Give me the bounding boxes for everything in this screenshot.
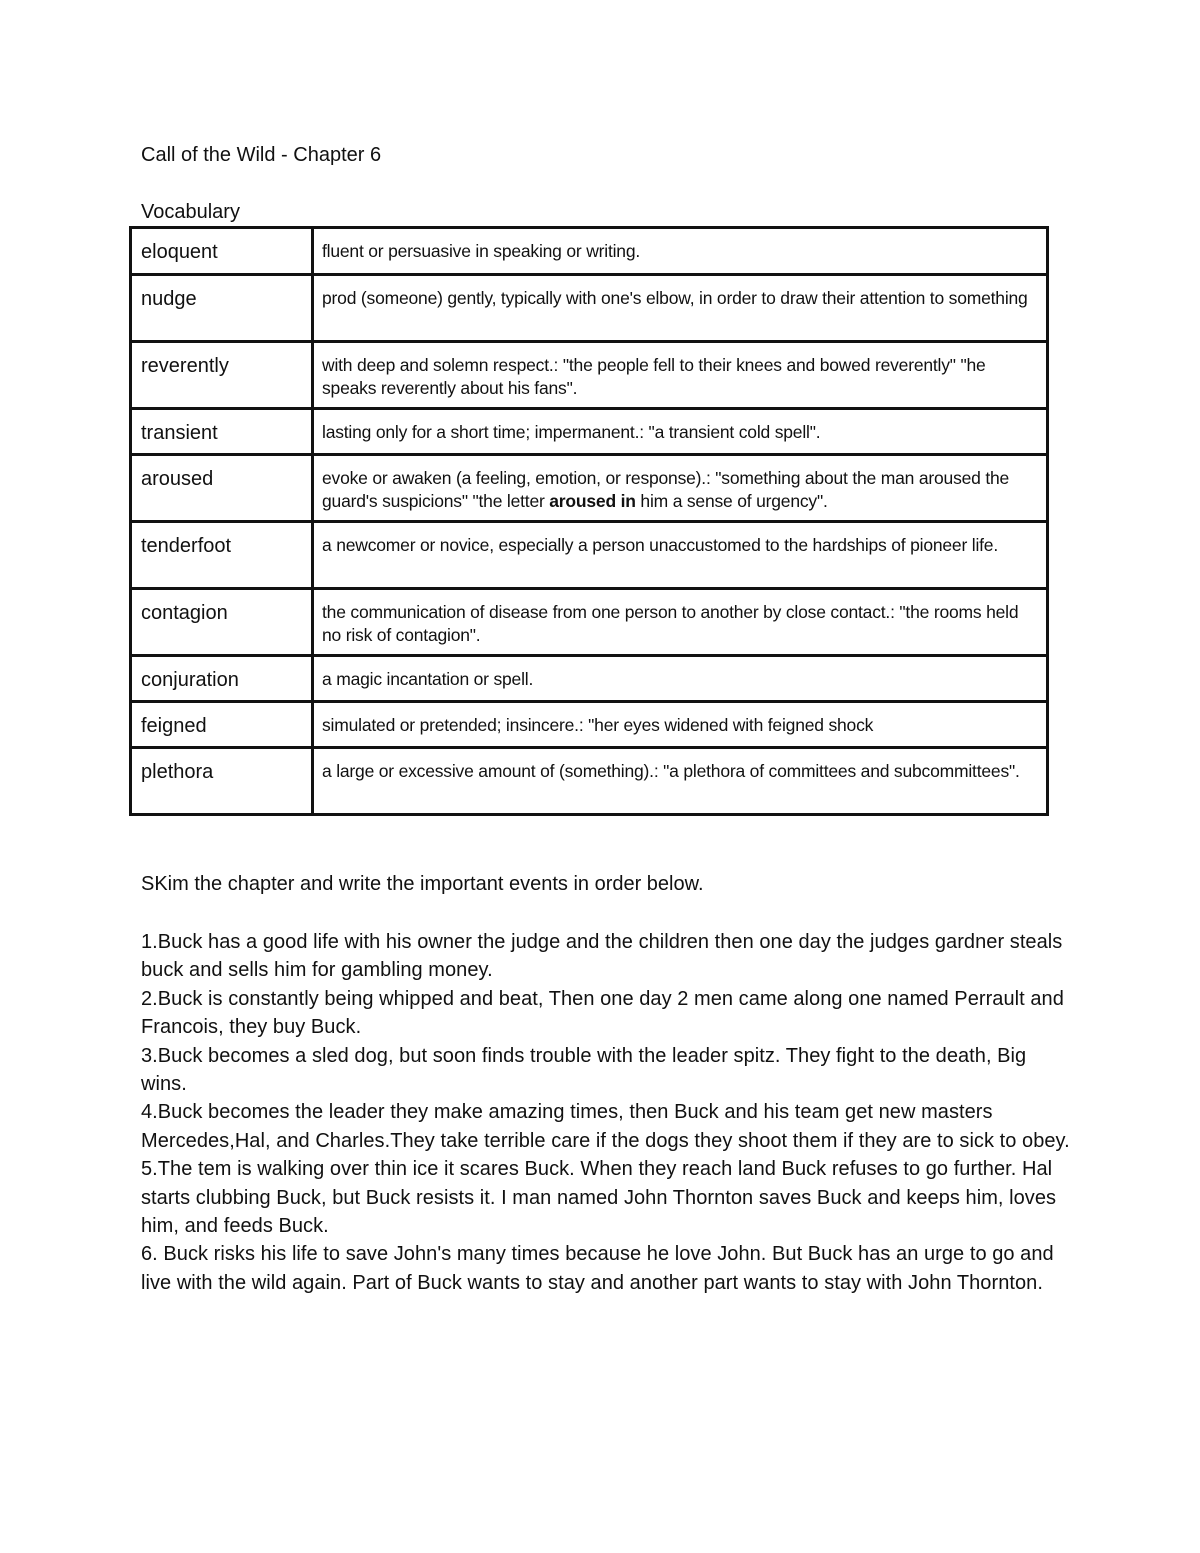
vocab-definition: the communication of disease from one person to another by close contact.: "the rooms held no risk of contagion". <box>313 589 1048 656</box>
vocab-word: reverently <box>131 342 313 409</box>
vocab-definition-text: him a sense of urgency". <box>635 490 828 511</box>
vocabulary-heading: Vocabulary <box>141 201 240 223</box>
vocab-row <box>131 656 1048 702</box>
document-title: Call of the Wild - Chapter 6 <box>141 144 382 166</box>
vocab-definition: a magic incantation or spell. <box>313 656 1048 702</box>
event-item: 1.Buck has a good life with his owner the judge and the children then one day the judges gardner steals buck and sells him for gambling money. <box>141 931 1063 982</box>
vocab-row <box>131 275 1048 342</box>
vocab-definition: simulated or pretended; insincere.: "her eyes widened with feigned shock <box>313 702 1048 748</box>
vocab-word: plethora <box>131 748 313 815</box>
vocab-word: conjuration <box>131 656 313 702</box>
vocab-definition-bold-text: aroused in <box>549 490 636 511</box>
event-item: 5.The tem is walking over thin ice it scares Buck. When they reach land Buck refuses to go further. Hal starts clubbing Buck, but Buck resists it. I man named John Thornton saves Buck and keeps him, loves him, and feeds Buck. <box>141 1158 1057 1238</box>
event-item: 6. Buck risks his life to save John's many times because he love John. But Buck has an urge to go and live with the wild again. Part of Buck wants to stay and another part wants to stay with John Thornton. <box>141 1243 1054 1294</box>
vocab-word: nudge <box>131 275 313 342</box>
instructions-text: SKim the chapter and write the important events in order below. <box>141 873 704 895</box>
events-list <box>141 928 1071 1297</box>
vocab-definition: a newcomer or novice, especially a person unaccustomed to the hardships of pioneer life. <box>313 522 1048 589</box>
vocab-row <box>131 342 1048 409</box>
event-item: 4.Buck becomes the leader they make amazing times, then Buck and his team get new masters Mercedes,Hal, and Charles.They take terrible care if the dogs they shoot them if they are to sick to obey. <box>141 1101 1070 1152</box>
vocab-definition: lasting only for a short time; impermanent.: "a transient cold spell". <box>313 409 1048 455</box>
event-item: 3.Buck becomes a sled dog, but soon finds trouble with the leader spitz. They fight to the death, Big wins. <box>141 1044 1027 1096</box>
vocab-definition: fluent or persuasive in speaking or writing. <box>313 228 1048 275</box>
vocab-word: tenderfoot <box>131 522 313 589</box>
vocab-word: eloquent <box>131 228 313 275</box>
vocab-definition-text: evoke or awaken (a feeling, emotion, or response).: "something about the man aroused the guard's suspicions" "the letter <box>322 468 1010 511</box>
vocab-definition <box>313 455 1048 522</box>
vocab-row <box>131 455 1048 522</box>
vocab-word: feigned <box>131 702 313 748</box>
vocab-definition: prod (someone) gently, typically with one's elbow, in order to draw their attention to something <box>313 275 1048 342</box>
vocab-word: aroused <box>131 455 313 522</box>
vocab-word: contagion <box>131 589 313 656</box>
vocab-definition: with deep and solemn respect.: "the people fell to their knees and bowed reverently" "he speaks reverently about his fans". <box>313 342 1048 409</box>
vocab-row <box>131 702 1048 748</box>
vocabulary-table <box>129 226 1049 816</box>
vocab-row <box>131 228 1048 275</box>
vocab-definition: a large or excessive amount of (something).: "a plethora of committees and subcommittees". <box>313 748 1048 815</box>
vocab-row <box>131 522 1048 589</box>
event-item: 2.Buck is constantly being whipped and beat, Then one day 2 men came along one named Perrault and Francois, they buy Buck. <box>141 987 1064 1039</box>
vocab-row <box>131 748 1048 815</box>
vocab-word: transient <box>131 409 313 455</box>
vocab-row <box>131 409 1048 455</box>
vocab-row <box>131 589 1048 656</box>
